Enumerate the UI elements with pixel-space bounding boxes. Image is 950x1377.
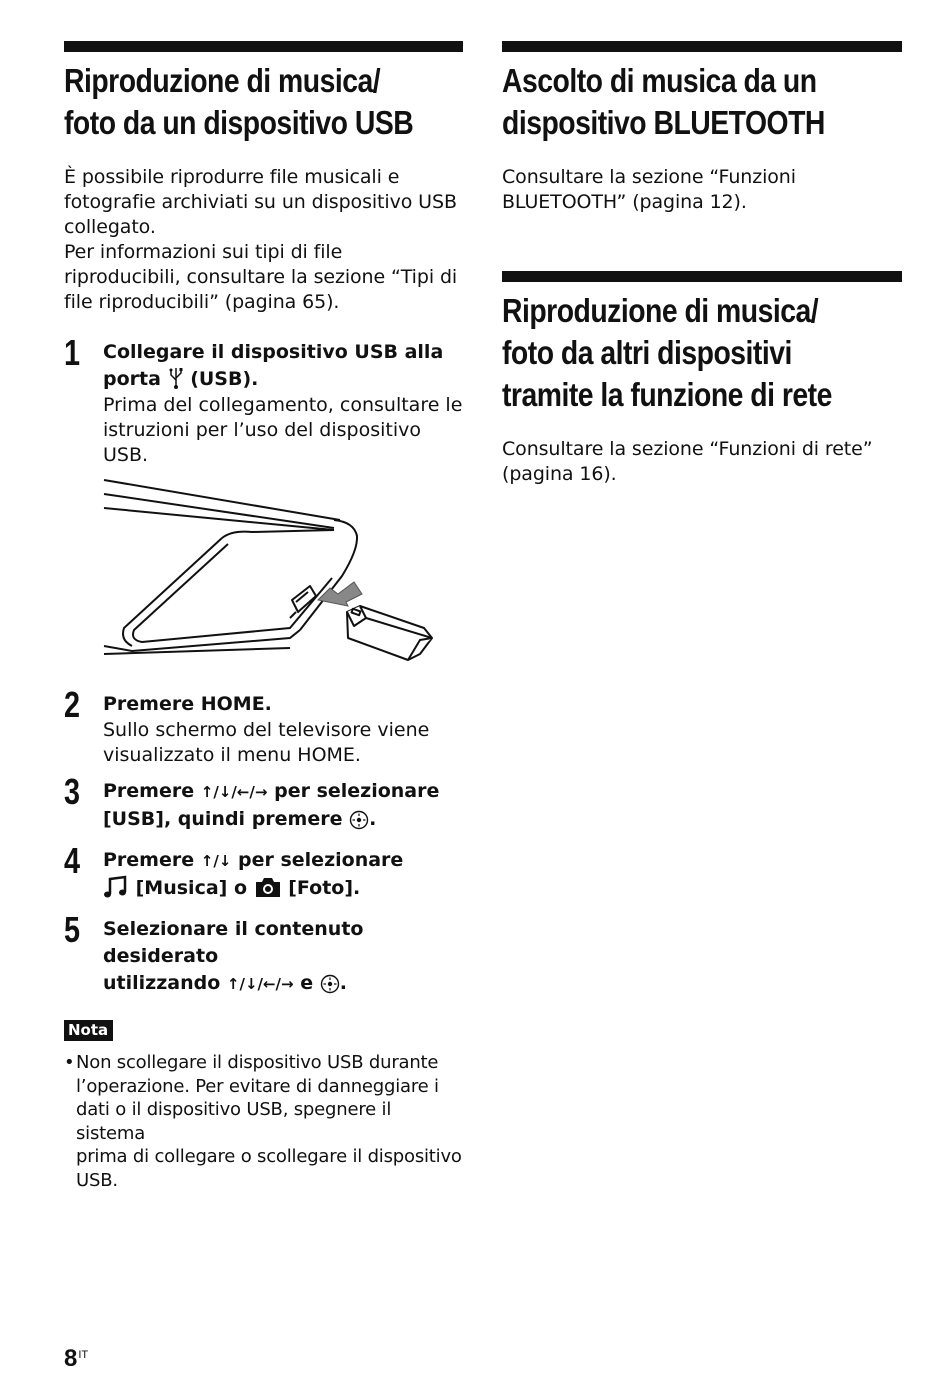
step-3 bbox=[64, 771, 463, 833]
bluetooth-section-text: Consultare la sezione “Funzioni BLUETOOTH” (pagina 12). bbox=[502, 166, 796, 213]
usb-intro: È possibile riprodurre file musicali e fotografie archiviati su un dispositivo USB collegato. Per informazioni sui tipi di file riproducibili, consultare la sezione “Tipi di file riproducibili” (pagina 65). bbox=[64, 166, 458, 313]
step-text: Prima del collegamento, consultare le istruzioni per l’uso del dispositivo USB. bbox=[103, 394, 463, 466]
step-title: Premere HOME. bbox=[103, 693, 272, 715]
arrow-buttons-icon: ↑/↓ bbox=[200, 852, 232, 870]
step-text: Sullo schermo del televisore viene visualizzato il menu HOME. bbox=[103, 719, 430, 766]
step-number: 5 bbox=[64, 909, 81, 950]
arrow-buttons-icon: ↑/↓/←/→ bbox=[226, 975, 294, 993]
enter-button-icon bbox=[320, 974, 340, 994]
step-title: Premere ↑/↓ per selezionare [Musica] o [Foto]. bbox=[103, 849, 404, 899]
usb-section-title bbox=[64, 60, 462, 144]
step-title: Premere ↑/↓/←/→ per selezionare [USB], quindi premere . bbox=[103, 780, 440, 830]
section-rule bbox=[502, 271, 902, 282]
section-rule bbox=[64, 41, 463, 52]
step-number: 4 bbox=[64, 840, 81, 881]
step-5 bbox=[64, 909, 463, 998]
title-line: foto da un dispositivo USB bbox=[64, 104, 414, 141]
network-section-title: Riproduzione di musica/ foto da altri dispositivi tramite la funzione di rete bbox=[502, 292, 832, 413]
step-number: 1 bbox=[64, 332, 81, 373]
page-number: $8^{IT}$ bbox=[64, 1345, 89, 1372]
step-number: 3 bbox=[64, 771, 81, 812]
enter-button-icon bbox=[349, 810, 369, 830]
bluetooth-section-title: Ascolto di musica da un dispositivo BLUETOOTH bbox=[502, 62, 825, 141]
usb-connection-illustration bbox=[102, 478, 442, 673]
usb-icon bbox=[168, 366, 184, 390]
network-section-text: Consultare la sezione “Funzioni di rete” (pagina 16). bbox=[502, 438, 873, 485]
step-1 bbox=[64, 332, 463, 468]
note-item: • Non scollegare il dispositivo USB durante l’operazione. Per evitare di danneggiare i dati o il dispositivo USB, spegnere il sistema prima di collegare o scollegare il dispositivo USB. bbox=[64, 1052, 462, 1191]
title-line: Riproduzione di musica/ bbox=[64, 62, 381, 99]
note-badge: Nota bbox=[64, 1020, 113, 1041]
music-note-icon bbox=[103, 875, 129, 899]
step-number: 2 bbox=[64, 684, 81, 725]
note-section bbox=[64, 1020, 463, 1192]
left-column bbox=[64, 41, 463, 1192]
step-2 bbox=[64, 684, 463, 768]
camera-icon bbox=[254, 875, 282, 899]
right-column bbox=[502, 41, 902, 487]
section-rule bbox=[502, 41, 902, 52]
arrow-buttons-icon: ↑/↓/←/→ bbox=[200, 783, 268, 801]
step-4 bbox=[64, 840, 463, 902]
step-title: Collegare il dispositivo USB alla porta (USB). bbox=[103, 341, 444, 390]
step-title: Selezionare il contenuto desiderato utilizzando ↑/↓/←/→ e . bbox=[103, 918, 364, 994]
language-code: IT bbox=[78, 1349, 89, 1361]
